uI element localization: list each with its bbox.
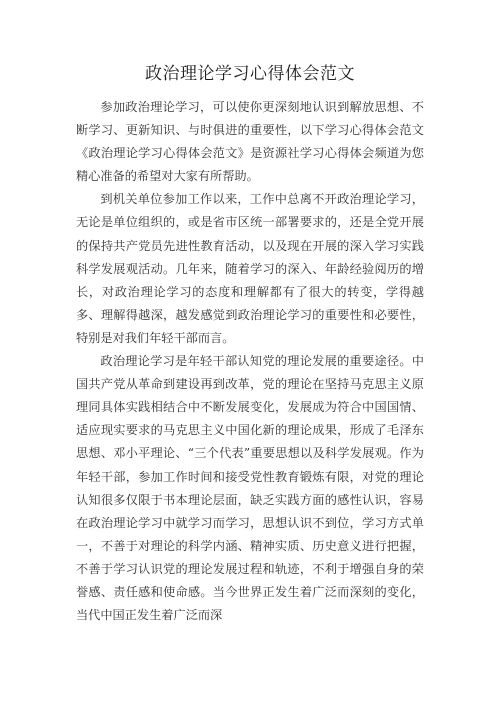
paragraph-theory-learning: 政治理论学习是年轻干部认知党的理论发展的重要途径。中国共产党从革命到建设再到改革，党的理论在坚持马克思主义原理同具体实践相结合中不断发展变化，发展成为符合中国国情、适应现实要求的马克思主义中国化新的理论成果，形成了毛泽东思想、邓小平理论、“三个代表”重要思想以及科学发展观。作为年轻干部，参加工作时间和接受党性教育锻炼有限，对党的理论认知很多仅限于书本理论层面，缺乏实践方面的感性认识，容易在政治理论学习中就学习而学习，思想认识不到位，学习方式单一，不善于对理论的科学内涵、精神实质、历史意义进行把握，不善于学习认识党的理论发展过程和轨迹，不利于增强自身的荣誉感、责任感和使命感。当今世界正发生着广泛而深刻的变化，当代中国正发生着广泛而深 xyxy=(76,354,424,623)
paragraph-intro: 参加政治理论学习，可以使你更深刻地认识到解放思想、不断学习、更新知识、与时俱进的重要性，以下学习心得体会范文《政治理论学习心得体会范文》是资源社学习心得体会频道为您精心准备的希望对大家有所帮助。 xyxy=(76,100,424,184)
document-title: 政治理论学习心得体会范文 xyxy=(145,64,355,84)
paragraph-experience: 到机关单位参加工作以来，工作中总离不开政治理论学习，无论是单位组织的，或是省市区统一部署要求的，还是全党开展的保持共产党员先进性教育活动，以及现在开展的深入学习实践科学发展观活动。几年来，随着学习的深入、年龄经验阅历的增长，对政治理论学习的态度和理解都有了很大的转变，学得越多、理解得越深，越发感觉到政治理论学习的重要性和必要性，特别是对我们年轻干部而言。 xyxy=(76,192,424,345)
